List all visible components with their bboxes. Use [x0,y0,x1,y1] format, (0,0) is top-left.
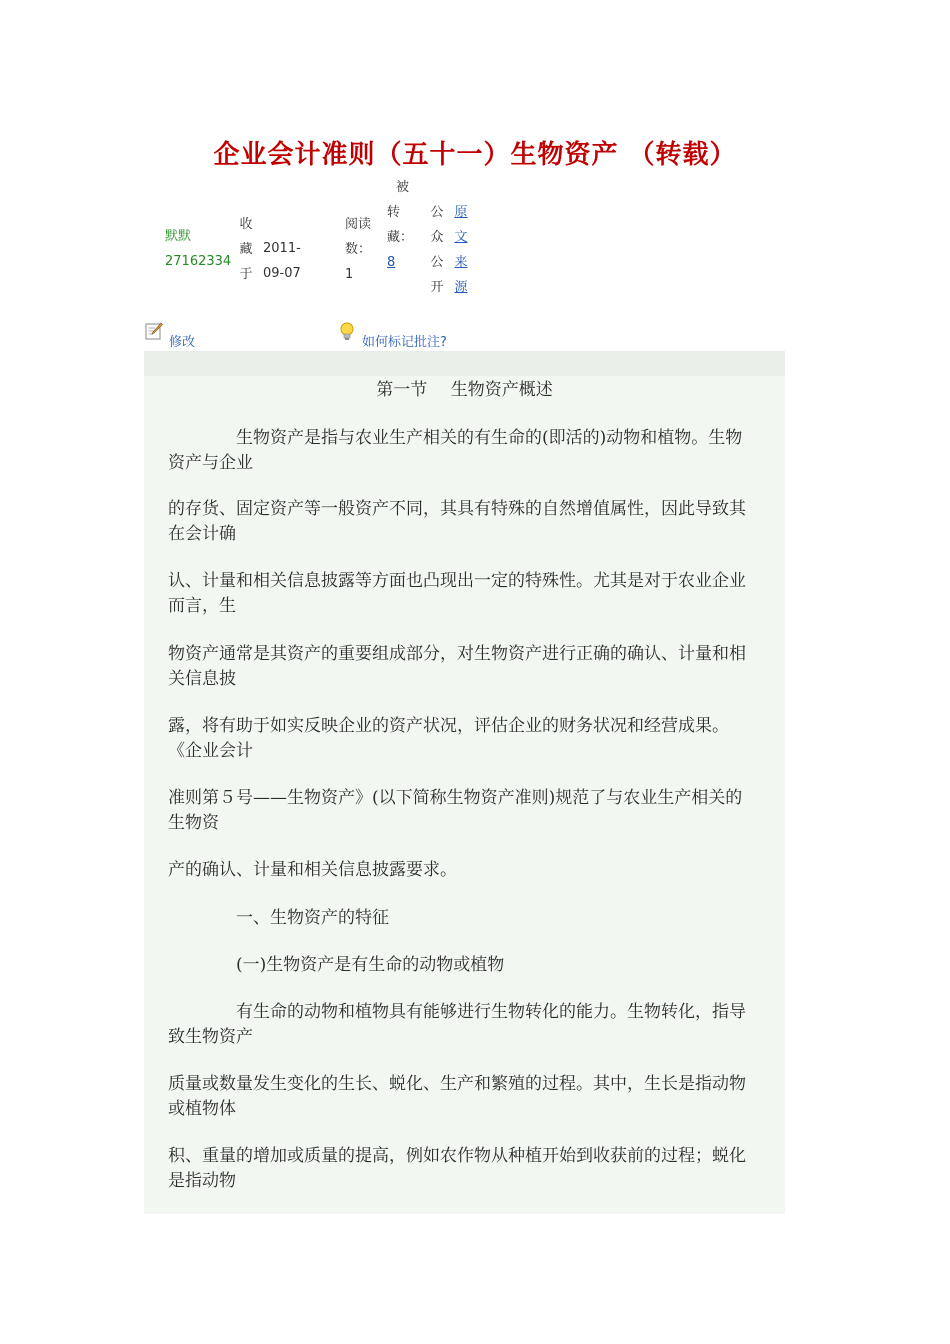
paragraph: 质量或数量发生变化的生长、蜕化、生产和繁殖的过程。其中，生长是指动物或植物体 [168,1074,746,1119]
section-heading: 第一节 生物资产概述 [376,380,553,400]
collected-label: 收 藏 于 [239,217,253,282]
author-id[interactable]: 27162334 [165,254,232,269]
paragraph: 有生命的动物和植物具有能够进行生物转化的能力。生物转化，指导致生物资产 [168,1002,746,1047]
visibility-label: 公 众 公 开 [430,205,444,295]
annotate-help-link[interactable]: 如何标记批注? [362,335,447,350]
subheading: 一、生物资产的特征 [236,908,389,928]
author-name[interactable]: 默默 [165,229,192,244]
paragraph: 准则第５号——生物资产》(以下简称生物资产准则)规范了与农业生产相关的生物资 [168,788,743,833]
source-link[interactable]: 原 文 来 源 [454,205,468,295]
author-info[interactable] [165,224,231,274]
subheading: (一)生物资产是有生命的动物或植物 [236,955,505,975]
collected-date: 2011-09-07 [263,241,301,281]
read-count: 阅读 数： 1 [345,217,372,282]
paragraph: 的存货、固定资产等一般资产不同，其具有特殊的自然增值属性，因此导致其在会计确 [168,499,746,544]
paragraph: 积、重量的增加或质量的提高，例如农作物从种植开始到收获前的过程；蜕化是指动物 [168,1146,746,1191]
transferred-count: 被 转 藏： 8 [387,180,414,270]
article-body [144,351,785,1214]
pencil-edit-icon[interactable] [145,322,163,340]
paragraph: 认、计量和相关信息披露等方面也凸现出一定的特殊性。尤其是对于农业企业而言，生 [168,571,746,616]
page-title: 企业会计准则（五十一）生物资产 （转载） [213,140,737,170]
paragraph: 露，将有助于如实反映企业的资产状况，评估企业的财务状况和经营成果。《企业会计 [168,716,729,761]
transferred-count-link[interactable]: 8 [387,255,396,270]
lightbulb-icon [339,322,355,342]
paragraph: 产的确认、计量和相关信息披露要求。 [168,860,457,880]
paragraph: 物资产通常是其资产的重要组成部分，对生物资产进行正确的确认、计量和相关信息披 [168,644,746,689]
paragraph: 生物资产是指与农业生产相关的有生命的(即活的)动物和植物。生物资产与企业 [168,428,743,473]
edit-link[interactable]: 修改 [169,335,196,350]
